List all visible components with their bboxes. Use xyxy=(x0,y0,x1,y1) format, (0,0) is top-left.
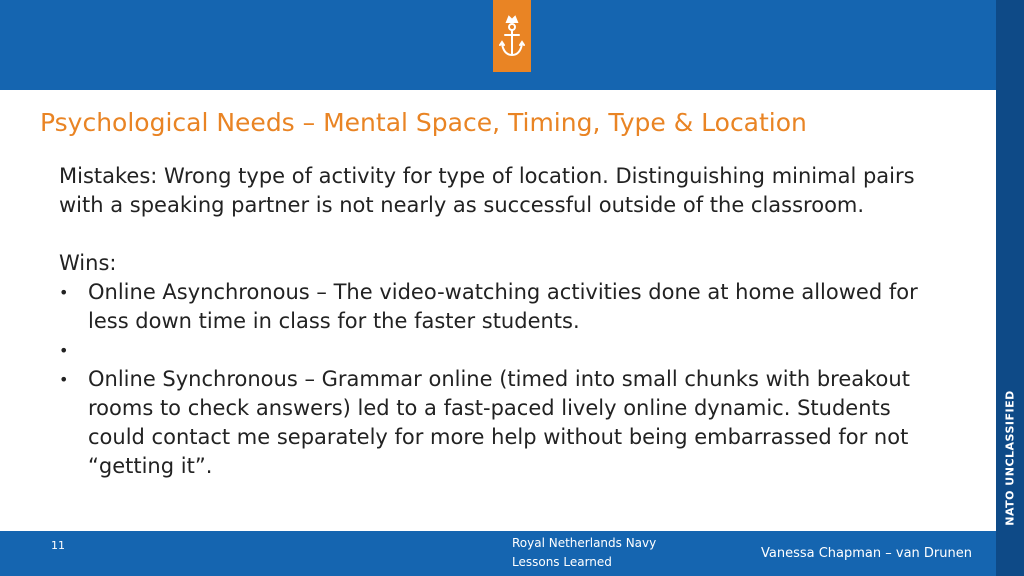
navy-logo xyxy=(493,0,531,72)
list-item: • Online Asynchronous – The video-watching activities done at home allowed for less down time in class for the faster students. xyxy=(59,278,939,336)
author-label: Vanessa Chapman – van Drunen xyxy=(760,546,972,561)
slide-body xyxy=(59,162,939,481)
org-line-1: Royal Netherlands Navy xyxy=(512,536,657,550)
slide-number: 11 xyxy=(51,539,65,552)
footer-band xyxy=(0,531,996,576)
list-item: • Online Synchronous – Grammar online (timed into small chunks with breakout rooms to check answers) led to a fast-paced lively online dynamic. Students could contact me separately for more help without being embarrassed for not “getting it”. xyxy=(59,365,939,481)
wins-heading: Wins: xyxy=(59,251,117,275)
wins-list xyxy=(59,278,939,481)
slide-title: Psychological Needs – Mental Space, Timing, Type & Location xyxy=(40,108,807,137)
header-band xyxy=(0,0,996,90)
organization-label xyxy=(512,534,656,572)
classification-label: NATO UNCLASSIFIED xyxy=(1003,390,1017,526)
anchor-crest-icon xyxy=(499,14,525,60)
mistakes-paragraph: Mistakes: Wrong type of activity for type of location. Distinguishing minimal pairs with a speaking partner is not nearly as successful outside of the classroom. xyxy=(59,164,915,217)
org-line-2: Lessons Learned xyxy=(512,555,612,569)
